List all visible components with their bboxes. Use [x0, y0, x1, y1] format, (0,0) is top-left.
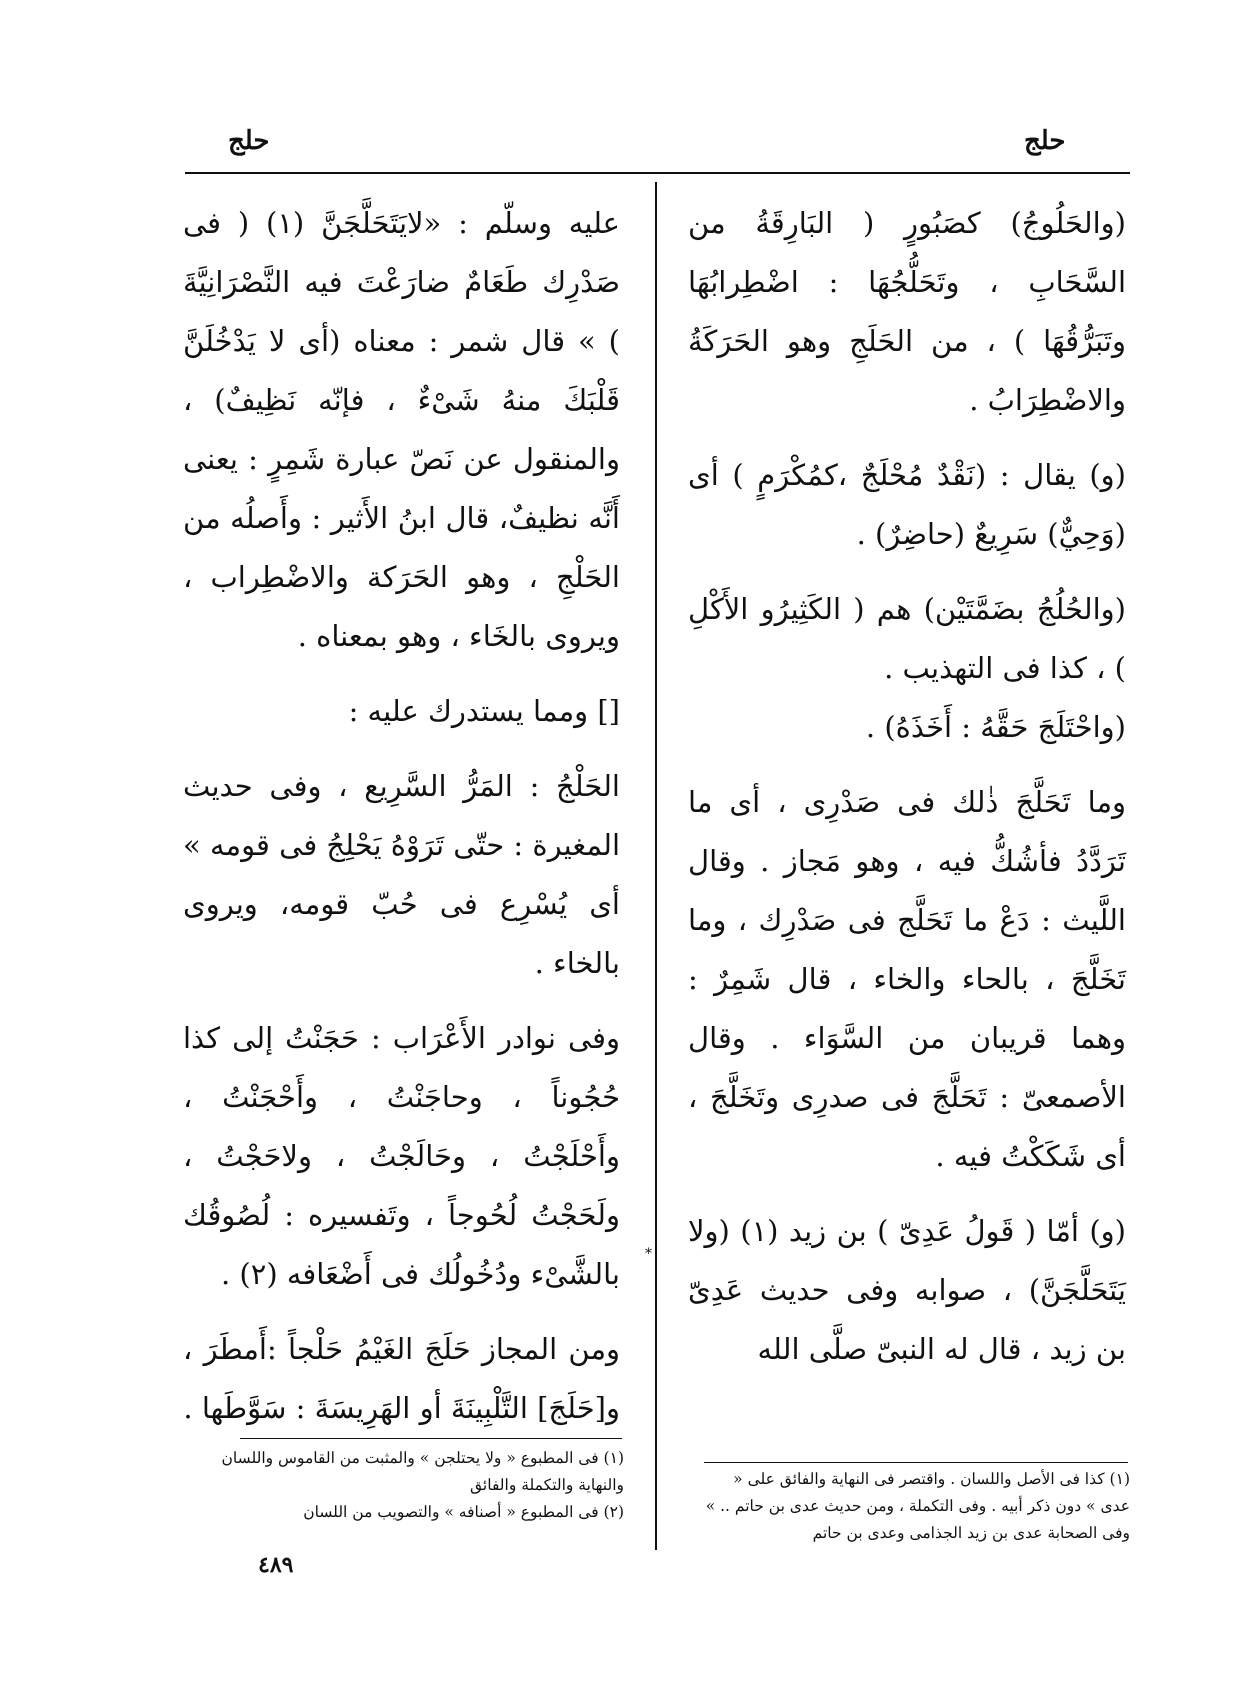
addenda-heading: [] ومما يستدرك عليه :	[348, 694, 620, 728]
right-column	[688, 194, 1126, 1379]
left-column	[183, 194, 620, 1438]
entry-paragraph: (و) يقال : (نَقْدٌ مُحْلَجٌ ،كمُكْرَمٍ ) أى (وَحِيٌّ) سَرِيعٌ (حاضِرٌ) .	[688, 458, 1126, 551]
entry-paragraph: عليه وسلّم : «لايَتَحَلَّجَنَّ (١) ( فى صَدْرِك طَعَامٌ ضارَعْتَ فيه النَّصْرَانِيَّةَ ) » قال شمر : معناه (أى لا يَدْخُلَنَّ قَلْبَكَ منهُ شَىْءٌ ، فإنّه نَظِيفٌ) ، والمنقول عن نَصّ عبارة شَمِرٍ : يعنى أَنَّه نظيفٌ، قال ابنُ الأَثير : وأَصلُه من الحَلْجِ ، وهو الحَرَكة والاضْطِراب ، ويروى بالخَاء ، وهو بمعناه .	[183, 206, 620, 653]
footnote: (١) فى المطبوع « ولا يحتلجن » والمثبت من القاموس واللسان والنهاية والتكملة والفائق	[221, 1449, 624, 1494]
entry-paragraph: (والحَلُوجُ) كصَبُورٍ ( البَارِقَةُ من السَّحَابِ ، وتَحَلُّجُهَا : اضْطِرابُهَا وتَبَرُّقُهَا ) ، من الحَلَجِ وهو الحَرَكَةُ والاضْطِرَابُ .	[688, 206, 1126, 417]
running-head-right: حلج	[1024, 126, 1066, 156]
footnote-rule-left	[240, 1438, 622, 1439]
entry-paragraph: الحَلْجُ : المَرُّ السَّرِيع ، وفى حديث المغيرة : حتّى تَرَوْهُ يَحْلِجُ فى قومه » أى يُسْرِع فى حُبّ قومه، ويروى بالخاء .	[183, 769, 620, 980]
entry-paragraph: (واحْتَلَجَ حَقَّهُ : أَخَذَهُ) .	[865, 710, 1126, 744]
footnote-rule-right	[704, 1462, 1128, 1463]
header-rule	[185, 172, 1130, 174]
entry-paragraph: ومن المجاز حَلَجَ الغَيْمُ حَلْجاً :أَمطَرَ ، و[حَلَجَ] التَّلْبِينَةَ أو الهَرِيسَةَ : سَوَّطَها .	[183, 1332, 620, 1425]
entry-paragraph: وفى نوادر الأَعْرَاب : حَجَنْتُ إلى كذا حُجُوناً ، وحاجَنْتُ ، وأَحْجَنْتُ ، وأَحْلَجْتُ ، وحَالَجْتُ ، ولاحَجْتُ ، ولَحَجْتُ لُحُوجاً ، وتَفسيره : لُصُوقُك بالشَّىْء ودُخُولُك فى أَضْعَافه (٢) .	[183, 1021, 620, 1291]
running-head-left: حلج	[228, 126, 270, 156]
footnote: (١) كذا فى الأصل واللسان . واقتصر فى النهاية والفائق على « عدى » دون ذكر أبيه . وفى التكملة ، ومن حديث عدى بن حاتم .. » وفى الصحابة عدى بن زيد الجذامى وعدى بن حاتم	[705, 1470, 1130, 1542]
column-divider	[655, 182, 657, 1550]
footnote: (٢) فى المطبوع « أصنافه » والتصويب من اللسان	[303, 1503, 624, 1521]
page-number: ٤٨٩	[258, 1552, 294, 1578]
footnotes-left	[186, 1445, 624, 1526]
footnotes-right	[700, 1466, 1130, 1547]
entry-paragraph: وما تَحَلَّجَ ذٰلك فى صَدْرِى ، أى ما تَرَدَّدُ فأشُكُّ فيه ، وهو مَجاز . وقال اللَّيث : دَعْ ما تَحَلَّج فى صَدْرِك ، وما تَخَلَّجَ ، بالحاء والخاء ، قال شَمِرٌ : وهما قريبان من السَّوَاء . وقال الأصمعىّ : تَحَلَّجَ فى صدرِى وتَخَلَّجَ ، أى شَكَكْتُ فيه .	[688, 785, 1126, 1173]
entry-paragraph: (و) أمّا ( قَولُ عَدِىّ ) بن زيد (١) (ولا يَتَحَلَّجَنَّ) ، صوابه وفى حديث عَدِىّ بن زيد ، قال له النبىّ صلَّى الله	[688, 1214, 1126, 1366]
entry-paragraph: (والحُلُجُ بضَمَّتَيْن) هم ( الكَثِيرُو الأَكْلِ ) ، كذا فى التهذيب .	[688, 592, 1126, 685]
margin-mark: *	[645, 1246, 652, 1262]
